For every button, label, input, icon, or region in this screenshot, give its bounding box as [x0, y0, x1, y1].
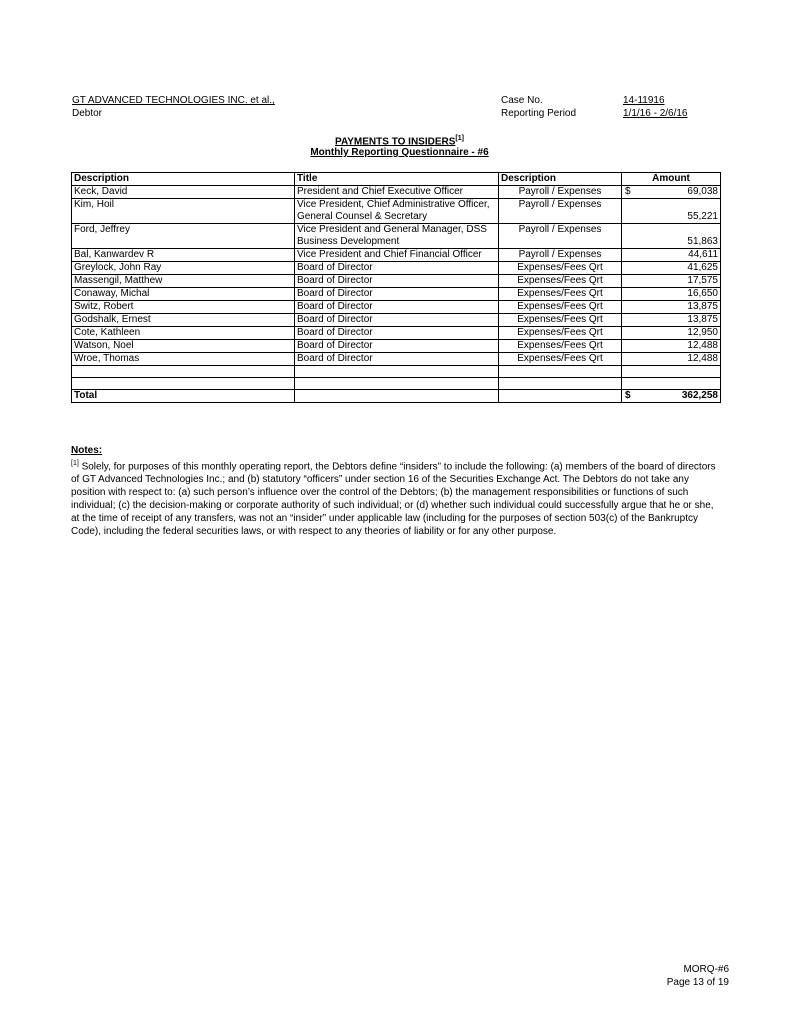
- payment-amount: 55,221: [687, 211, 718, 222]
- page-title-text: PAYMENTS TO INSIDERS: [335, 136, 456, 148]
- footer-form-id: MORQ-#6: [683, 964, 729, 975]
- insider-name: Keck, David: [72, 186, 295, 199]
- insider-name: Cote, Kathleen: [72, 327, 295, 340]
- insider-name: Bal, Kanwardev R: [72, 249, 295, 262]
- debtor-company-name: GT ADVANCED TECHNOLOGIES INC. et al.,: [72, 95, 275, 106]
- table-row: [72, 275, 721, 288]
- payment-amount: 13,875: [687, 301, 718, 312]
- table-row: [72, 340, 721, 353]
- reporting-period-value: 1/1/16 - 2/6/16: [623, 108, 688, 119]
- table-row: [72, 199, 721, 224]
- table-row: [72, 314, 721, 327]
- footer-page-number: Page 13 of 19: [666, 977, 729, 988]
- insider-title: Board of Director: [295, 340, 499, 353]
- insider-name: Watson, Noel: [72, 340, 295, 353]
- insider-title: Board of Director: [295, 301, 499, 314]
- insider-title: Board of Director: [295, 262, 499, 275]
- payment-amount: 13,875: [687, 314, 718, 325]
- insider-name: Ford, Jeffrey: [72, 224, 295, 249]
- col-header-description: Description: [499, 173, 622, 186]
- payment-amount-cell: [622, 288, 721, 301]
- payment-amount-cell: [622, 314, 721, 327]
- payment-amount: 12,488: [687, 340, 718, 351]
- table-row: [72, 186, 721, 199]
- payment-amount: 69,038: [687, 186, 718, 197]
- insider-title: Board of Director: [295, 314, 499, 327]
- case-no-value: 14-11916: [623, 95, 665, 106]
- insider-name: Godshalk, Ernest: [72, 314, 295, 327]
- payment-amount: 44,611: [688, 249, 718, 260]
- notes-section: [71, 444, 721, 538]
- page-title-footnote-marker: [1]: [455, 135, 464, 142]
- payment-description: Payroll / Expenses: [499, 186, 622, 199]
- payment-amount: 12,488: [687, 353, 718, 364]
- payment-amount-cell: [622, 340, 721, 353]
- payment-description: Expenses/Fees Qrt: [499, 314, 622, 327]
- insider-title: Board of Director: [295, 288, 499, 301]
- col-header-name: Description: [72, 173, 295, 186]
- insider-title: Board of Director: [295, 275, 499, 288]
- payment-amount: 17,575: [687, 275, 718, 286]
- payment-description: Expenses/Fees Qrt: [499, 340, 622, 353]
- payment-currency: $: [625, 186, 631, 197]
- notes-heading: Notes:: [71, 445, 103, 456]
- total-currency: $: [625, 390, 631, 401]
- insider-title: Vice President, Chief Administrative Officer, General Counsel & Secretary: [295, 199, 499, 224]
- table-row: [72, 262, 721, 275]
- payment-amount-cell: [622, 249, 721, 262]
- insider-name: Conaway, Michal: [72, 288, 295, 301]
- debtor-label: Debtor: [72, 108, 103, 119]
- insider-name: Greylock, John Ray: [72, 262, 295, 275]
- table-row: [72, 249, 721, 262]
- notes-footnote-text: Solely, for purposes of this monthly operating report, the Debtors define “insiders” to include the following: (a) members of the board of directors of GT Advanced Technologies Inc.; and (b) statutory “officers” under section 16 of the Securities Exchange Act. The Debtors do not take any position with respect to: (a) such person’s influence over the control of the Debtors; (b) the management responsibilities or functions of such individual; (c) the decision-making or corporate authority of such individual; or (d) whether such individual could successfully argue that he or she, at the time of receipt of any transfers, was not an “insider” under applicable law (including for the purposes of section 503(c) of the Bankruptcy Code), including the federal securities laws, or with respect to any theories of liability or for any other purpose.: [71, 461, 716, 538]
- total-amount: 362,258: [681, 390, 718, 401]
- payment-amount: 41,625: [687, 262, 718, 273]
- payment-description: Expenses/Fees Qrt: [499, 353, 622, 366]
- insider-name: Kim, Hoil: [72, 199, 295, 224]
- insider-title: Board of Director: [295, 353, 499, 366]
- payment-amount-cell: [622, 353, 721, 366]
- payment-amount-cell: [622, 262, 721, 275]
- blank-row: [72, 366, 721, 378]
- payment-amount-cell: [622, 327, 721, 340]
- table-row: [72, 327, 721, 340]
- total-label: Total: [72, 390, 295, 403]
- payment-amount: 12,950: [687, 327, 718, 338]
- page-subtitle: Monthly Reporting Questionnaire - #6: [310, 147, 489, 158]
- payment-description: Payroll / Expenses: [499, 249, 622, 262]
- insider-title: Board of Director: [295, 327, 499, 340]
- insider-title: Vice President and Chief Financial Officer: [295, 249, 499, 262]
- payment-amount-cell: [622, 275, 721, 288]
- notes-footnote-marker: [1]: [71, 460, 79, 467]
- insider-name: Wroe, Thomas: [72, 353, 295, 366]
- table-row: [72, 224, 721, 249]
- insider-name: Switz, Robert: [72, 301, 295, 314]
- payment-amount-cell: [622, 186, 721, 199]
- col-header-title: Title: [295, 173, 499, 186]
- case-no-label: Case No.: [501, 95, 543, 106]
- payment-description: Expenses/Fees Qrt: [499, 275, 622, 288]
- table-row: [72, 301, 721, 314]
- payment-amount: 51,863: [687, 236, 718, 247]
- table-row: [72, 288, 721, 301]
- col-header-amount: Amount: [622, 173, 721, 186]
- table-row: [72, 353, 721, 366]
- insider-title: President and Chief Executive Officer: [295, 186, 499, 199]
- blank-row: [72, 378, 721, 390]
- reporting-period-label: Reporting Period: [501, 108, 577, 119]
- notes-footnote: [71, 457, 721, 538]
- insider-name: Massengil, Matthew: [72, 275, 295, 288]
- insider-title: Vice President and General Manager, DSS Business Development: [295, 224, 499, 249]
- insider-payments-table: [71, 172, 721, 403]
- payment-description: Payroll / Expenses: [499, 199, 622, 224]
- total-row: [72, 390, 721, 403]
- payment-description: Expenses/Fees Qrt: [499, 327, 622, 340]
- payment-amount-cell: [622, 199, 721, 224]
- payment-amount: 16,650: [687, 288, 718, 299]
- payment-amount-cell: [622, 224, 721, 249]
- payment-description: Expenses/Fees Qrt: [499, 262, 622, 275]
- payment-description: Payroll / Expenses: [499, 224, 622, 249]
- table-header-row: [72, 173, 721, 186]
- payment-description: Expenses/Fees Qrt: [499, 301, 622, 314]
- payment-description: Expenses/Fees Qrt: [499, 288, 622, 301]
- payment-amount-cell: [622, 301, 721, 314]
